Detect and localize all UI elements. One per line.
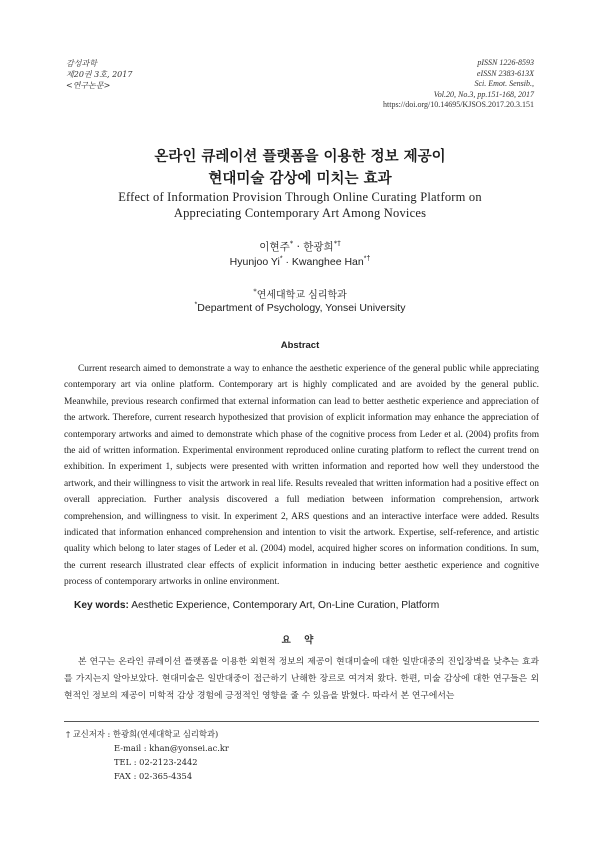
footnote [66, 727, 229, 783]
volume-ko: 제20권 3호, 2017 [66, 70, 133, 79]
author1-en-mark: * [279, 255, 283, 263]
journal-name-en: Sci. Emot. Sensib., [474, 79, 534, 88]
affiliation-ko [0, 286, 600, 301]
affiliation-en-mark: * [194, 301, 198, 309]
title-ko-line2: 현대미술 감상에 미치는 효과 [208, 171, 392, 187]
footnote-divider [64, 721, 539, 722]
doi-link[interactable]: https://doi.org/10.14695/KJSOS.2017.20.3.151 [383, 100, 534, 109]
eissn: eISSN 2383-613X [476, 68, 534, 78]
footnote-corresponding [66, 727, 229, 741]
footnote-fax: FAX : 02-365-4354 [114, 771, 193, 781]
dagger-mark: † [66, 729, 71, 739]
journal-header-right [383, 58, 534, 111]
author-separator-en: · [282, 256, 292, 268]
abstract-text: Current research aimed to demonstrate a way to enhance the aesthetic experience of the general public while appreciating contemporary art via online platform. Contemporary art is highly complicated and are avoided by the general public. Meanwhile, previous research confirmed that external information can lead to better aesthetic experience and appreciation of the artwork. Therefore, current research hypothesized that provision of explicit information may enhance the appreciation of contemporary artworks and aimed to demonstrate which phase of the cognitive process from Leder et al. (2004) profits from the aid of written information. Experimental environment reproduced online curating platform to reflect the current trend on exhibition. In experiment 1, subjects were presented with written information and reported how well they understood the artwork, and their willingness to visit the artwork in real life. Results revealed that written information had a positive effect on overall appreciation. Further analysis discovered a full mediation between information comprehension, artwork comprehension, and willingness to visit. In experiment 2, ARS questions and an interactive interface were added. Results indicated that information enhanced comprehension and intention to visit the artwork. Expertise, self-reference, and artistic quality which belong to later stages of Leder et al. (2004) model, acquired higher scores on information conditions. In sum, the current research illustrated clear effects of explicit information in inducing better aesthetic experience and cognitive process of contemporary artworks in online environment. [64, 364, 539, 588]
affiliation-en-text: Department of Psychology, Yonsei University [197, 302, 406, 314]
authors-en [0, 256, 600, 268]
affiliation-en [0, 302, 600, 314]
affiliation-ko-text: 연세대학교 심리학과 [256, 290, 347, 301]
pissn: pISSN 1226-8593 [477, 58, 534, 67]
author2-en-mark: *† [363, 255, 371, 263]
author2-ko: 한광희 [303, 241, 334, 253]
author2-ko-mark: *† [333, 239, 341, 248]
journal-header-left [66, 58, 132, 91]
author-separator: · [293, 241, 304, 253]
author2-en: Kwanghee Han [291, 256, 364, 268]
abstract-heading: Abstract [280, 340, 320, 351]
volume-en: Vol.20, No.3, pp.151-168, 2017 [433, 89, 534, 99]
summary-text: 본 연구는 온라인 큐레이션 플랫폼을 이용한 외현적 정보의 제공이 현대미술에 대한 일반대중의 진입장벽을 낮추는 효과를 가지는지 알아보았다. 현대미술은 일반대중이 접근하기 난해한 장르로 여겨져 왔다. 한편, 미술 감상에 대한 연구들은 외현적인 정보의 제공이 미학적 감상 경험에 긍정적인 영향을 줄 수 있음을 밝혔다. 따라서 본 연구에서는 [64, 657, 539, 701]
author1-ko-mark: * [289, 239, 294, 248]
author1-en: Hyunjoo Yi [229, 256, 280, 268]
author1-ko: 이현주 [259, 241, 290, 253]
footnote-email[interactable]: E-mail : khan@yonsei.ac.kr [114, 743, 229, 753]
keywords [74, 600, 439, 611]
authors-ko [0, 239, 600, 254]
journal-name-ko: 감성과학 [66, 59, 97, 68]
affiliation-ko-mark: * [253, 287, 257, 296]
article-type: <연구논문> [66, 81, 111, 90]
title-en-line2: Appreciating Contemporary Art Among Novices [173, 206, 427, 220]
title-en-line1: Effect of Information Provision Through Online Curating Platform on [118, 190, 482, 204]
footnote-tel: TEL : 02-2123-2442 [114, 757, 198, 767]
title-ko-line1: 온라인 큐레이션 플랫폼을 이용한 정보 제공이 [154, 149, 446, 165]
keywords-text: Aesthetic Experience, Contemporary Art, On-Line Curation, Platform [131, 600, 440, 611]
corresponding-author: 교신저자 : 한광희(연세대학교 심리학과) [72, 729, 219, 739]
keywords-label: Key words: [74, 600, 129, 611]
summary-heading: 요 약 [281, 635, 319, 646]
